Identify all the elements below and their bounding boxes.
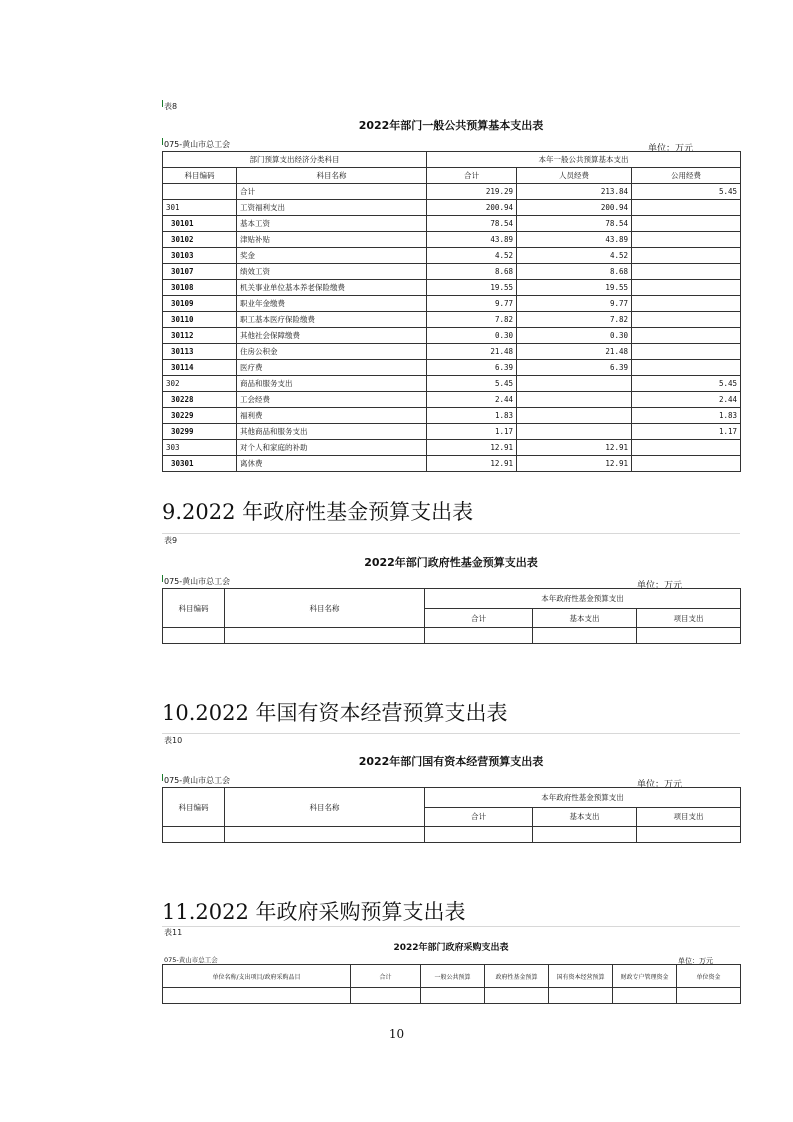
- table8-cell-total: 9.77: [427, 296, 517, 312]
- table9-header-basic: 基本支出: [533, 609, 637, 628]
- table8-cell-total: 4.52: [427, 248, 517, 264]
- table-row: [163, 216, 741, 232]
- table10-title: 2022年部门国有资本经营预算支出表: [358, 755, 544, 768]
- table-row: [163, 344, 741, 360]
- table8-cell-personnel: 4.52: [517, 248, 632, 264]
- table8-cell-total: 2.44: [427, 392, 517, 408]
- table-row: [163, 248, 741, 264]
- table8-cell-code: 301: [163, 200, 237, 216]
- table8-cell-code: 30114: [163, 360, 237, 376]
- table10-header-name: 科目名称: [225, 788, 425, 827]
- table-row: [163, 456, 741, 472]
- table8-cell-total: 1.17: [427, 424, 517, 440]
- table8-title: 2022年部门一般公共预算基本支出表: [358, 119, 544, 132]
- table9-org: 075-黄山市总工会: [164, 577, 231, 586]
- table8-cell-public: 5.45: [632, 376, 741, 392]
- table8-cell-code: 303: [163, 440, 237, 456]
- page-number: 10: [388, 1027, 405, 1041]
- table10-header-group: 本年政府性基金预算支出: [425, 788, 741, 808]
- table8-cell-personnel: [517, 392, 632, 408]
- table8-cell-code: 30102: [163, 232, 237, 248]
- table8-cell-personnel: [517, 408, 632, 424]
- table8: [162, 151, 741, 472]
- table-row: [163, 232, 741, 248]
- table8-header-total: 合计: [427, 168, 517, 184]
- table8-cell-total: 12.91: [427, 456, 517, 472]
- table8-unit: 单位：万元: [648, 144, 694, 154]
- table8-cell-personnel: 6.39: [517, 360, 632, 376]
- table8-cell-public: 1.83: [632, 408, 741, 424]
- table8-cell-total: 0.30: [427, 328, 517, 344]
- table8-cell-name: 工会经费: [237, 392, 427, 408]
- table8-cell-personnel: 200.94: [517, 200, 632, 216]
- table11-org: 075-黄山市总工会: [164, 956, 218, 964]
- table8-cell-public: [632, 232, 741, 248]
- table8-cell-name: 离休费: [237, 456, 427, 472]
- table-row: [163, 440, 741, 456]
- table11-header-special-account: 财政专户管理资金: [613, 965, 677, 988]
- table8-cell-code: 30101: [163, 216, 237, 232]
- table9-header-code: 科目编码: [163, 589, 225, 628]
- table8-cell-code: 30107: [163, 264, 237, 280]
- table8-cell-total: 21.48: [427, 344, 517, 360]
- table8-cell-public: 5.45: [632, 184, 741, 200]
- table-row: [163, 328, 741, 344]
- table8-cell-code: 30113: [163, 344, 237, 360]
- section10-heading: 10.2022 年国有资本经营预算支出表: [162, 701, 508, 725]
- table11-unit: 单位：万元: [678, 957, 713, 965]
- table8-cell-name: 工资福利支出: [237, 200, 427, 216]
- table8-cell-name: 福利费: [237, 408, 427, 424]
- section11-heading: 11.2022 年政府采购预算支出表: [162, 900, 466, 924]
- table8-cell-name: 津贴补贴: [237, 232, 427, 248]
- table8-cell-name: 奖金: [237, 248, 427, 264]
- table8-cell-total: 43.89: [427, 232, 517, 248]
- table8-cell-public: [632, 328, 741, 344]
- table10-empty-row: [163, 827, 741, 843]
- table8-tag: 表8: [164, 102, 178, 111]
- table8-cell-public: [632, 360, 741, 376]
- table8-cell-total: 7.82: [427, 312, 517, 328]
- table8-cell-code: 30229: [163, 408, 237, 424]
- table8-cell-public: [632, 280, 741, 296]
- table8-cell-name: 基本工资: [237, 216, 427, 232]
- table9-unit: 单位：万元: [637, 581, 683, 591]
- table8-cell-public: [632, 200, 741, 216]
- table8-cell-code: 302: [163, 376, 237, 392]
- table11-title: 2022年部门政府采购支出表: [393, 943, 509, 953]
- table8-cell-name: 绩效工资: [237, 264, 427, 280]
- table8-org: 075-黄山市总工会: [164, 140, 231, 149]
- table8-cell-personnel: 7.82: [517, 312, 632, 328]
- table8-cell-total: 12.91: [427, 440, 517, 456]
- table-row: [163, 280, 741, 296]
- table8-cell-public: [632, 296, 741, 312]
- table10-header-project: 项目支出: [637, 807, 741, 827]
- table9-header-total: 合计: [425, 609, 533, 628]
- table9-tag: 表9: [164, 536, 178, 545]
- table8-cell-public: [632, 264, 741, 280]
- table9-empty-row: [163, 628, 741, 644]
- table11-empty-row: [163, 988, 741, 1004]
- table8-cell-personnel: 19.55: [517, 280, 632, 296]
- table8-cell-name: 职工基本医疗保险缴费: [237, 312, 427, 328]
- table8-cell-personnel: 12.91: [517, 440, 632, 456]
- table8-cell-name: 合计: [237, 184, 427, 200]
- table11-header-unit-name: 单位名称/支出项目/政府采购品目: [163, 965, 351, 988]
- table9: [162, 588, 741, 644]
- table8-cell-personnel: 213.84: [517, 184, 632, 200]
- table11-header-state-capital: 国有资本经营预算: [549, 965, 613, 988]
- table8-cell-total: 8.68: [427, 264, 517, 280]
- table9-header-project: 项目支出: [637, 609, 741, 628]
- table9-header-row-1: [163, 589, 741, 609]
- table8-cell-personnel: [517, 424, 632, 440]
- table8-cell-code: 30112: [163, 328, 237, 344]
- table8-cell-code: 30299: [163, 424, 237, 440]
- table10: [162, 787, 741, 843]
- table8-cell-name: 医疗费: [237, 360, 427, 376]
- table8-cell-personnel: 21.48: [517, 344, 632, 360]
- table-row: [163, 392, 741, 408]
- table11-header-unit-funds: 单位资金: [677, 965, 741, 988]
- table10-header-basic: 基本支出: [533, 807, 637, 827]
- table8-cell-public: [632, 456, 741, 472]
- table-row: [163, 408, 741, 424]
- table10-unit: 单位：万元: [637, 780, 683, 790]
- table8-cell-total: 19.55: [427, 280, 517, 296]
- table8-header-personnel: 人员经费: [517, 168, 632, 184]
- table-row: [163, 296, 741, 312]
- table8-cell-code: 30108: [163, 280, 237, 296]
- table8-cell-public: [632, 248, 741, 264]
- table8-cell-name: 其他社会保障缴费: [237, 328, 427, 344]
- table8-cell-personnel: 8.68: [517, 264, 632, 280]
- table-row: [163, 200, 741, 216]
- table-row: [163, 376, 741, 392]
- table8-cell-total: 78.54: [427, 216, 517, 232]
- table8-cell-name: 机关事业单位基本养老保险缴费: [237, 280, 427, 296]
- table-row: [163, 264, 741, 280]
- table8-cell-personnel: 43.89: [517, 232, 632, 248]
- table8-header-classification: 部门预算支出经济分类科目: [163, 152, 427, 168]
- table8-cell-name: 职业年金缴费: [237, 296, 427, 312]
- table8-cell-personnel: 9.77: [517, 296, 632, 312]
- table8-cell-public: [632, 344, 741, 360]
- table11-header-general-budget: 一般公共预算: [421, 965, 485, 988]
- table8-cell-public: [632, 312, 741, 328]
- table8-cell-total: 219.29: [427, 184, 517, 200]
- table8-cell-name: 住房公积金: [237, 344, 427, 360]
- table10-header-total: 合计: [425, 807, 533, 827]
- table9-header-name: 科目名称: [225, 589, 425, 628]
- table11-header-fund-budget: 政府性基金预算: [485, 965, 549, 988]
- table10-tag: 表10: [164, 736, 183, 745]
- table-row: [163, 184, 741, 200]
- table8-cell-personnel: 0.30: [517, 328, 632, 344]
- table8-cell-total: 5.45: [427, 376, 517, 392]
- table8-cell-code: [163, 184, 237, 200]
- table8-cell-code: 30109: [163, 296, 237, 312]
- table8-cell-code: 30103: [163, 248, 237, 264]
- table8-header-basic-expenditure: 本年一般公共预算基本支出: [427, 152, 741, 168]
- table10-header-row-1: [163, 788, 741, 808]
- table-row: [163, 312, 741, 328]
- table8-cell-code: 30228: [163, 392, 237, 408]
- table8-cell-name: 商品和服务支出: [237, 376, 427, 392]
- table8-cell-personnel: 12.91: [517, 456, 632, 472]
- table8-header-row-2: [163, 168, 741, 184]
- table8-cell-total: 6.39: [427, 360, 517, 376]
- table9-header-group: 本年政府性基金预算支出: [425, 589, 741, 609]
- table8-header-code: 科目编码: [163, 168, 237, 184]
- section9-heading: 9.2022 年政府性基金预算支出表: [162, 500, 474, 524]
- table-row: [163, 424, 741, 440]
- table8-cell-name: 对个人和家庭的补助: [237, 440, 427, 456]
- table8-cell-personnel: [517, 376, 632, 392]
- table8-cell-name: 其他商品和服务支出: [237, 424, 427, 440]
- table8-header-name: 科目名称: [237, 168, 427, 184]
- table8-header-row-1: [163, 152, 741, 168]
- table10-header-code: 科目编码: [163, 788, 225, 827]
- table11-tag: 表11: [164, 928, 183, 937]
- table8-cell-public: 1.17: [632, 424, 741, 440]
- table11-header-row: [163, 965, 741, 988]
- table8-cell-personnel: 78.54: [517, 216, 632, 232]
- table9-title: 2022年部门政府性基金预算支出表: [364, 556, 538, 569]
- table8-cell-public: [632, 440, 741, 456]
- table8-header-public: 公用经费: [632, 168, 741, 184]
- table8-cell-total: 1.83: [427, 408, 517, 424]
- table11: [162, 964, 741, 1004]
- table8-cell-total: 200.94: [427, 200, 517, 216]
- table8-cell-code: 30301: [163, 456, 237, 472]
- table8-cell-public: 2.44: [632, 392, 741, 408]
- table8-cell-code: 30110: [163, 312, 237, 328]
- table11-header-total: 合计: [351, 965, 421, 988]
- table-row: [163, 360, 741, 376]
- table8-cell-public: [632, 216, 741, 232]
- table10-org: 075-黄山市总工会: [164, 776, 231, 785]
